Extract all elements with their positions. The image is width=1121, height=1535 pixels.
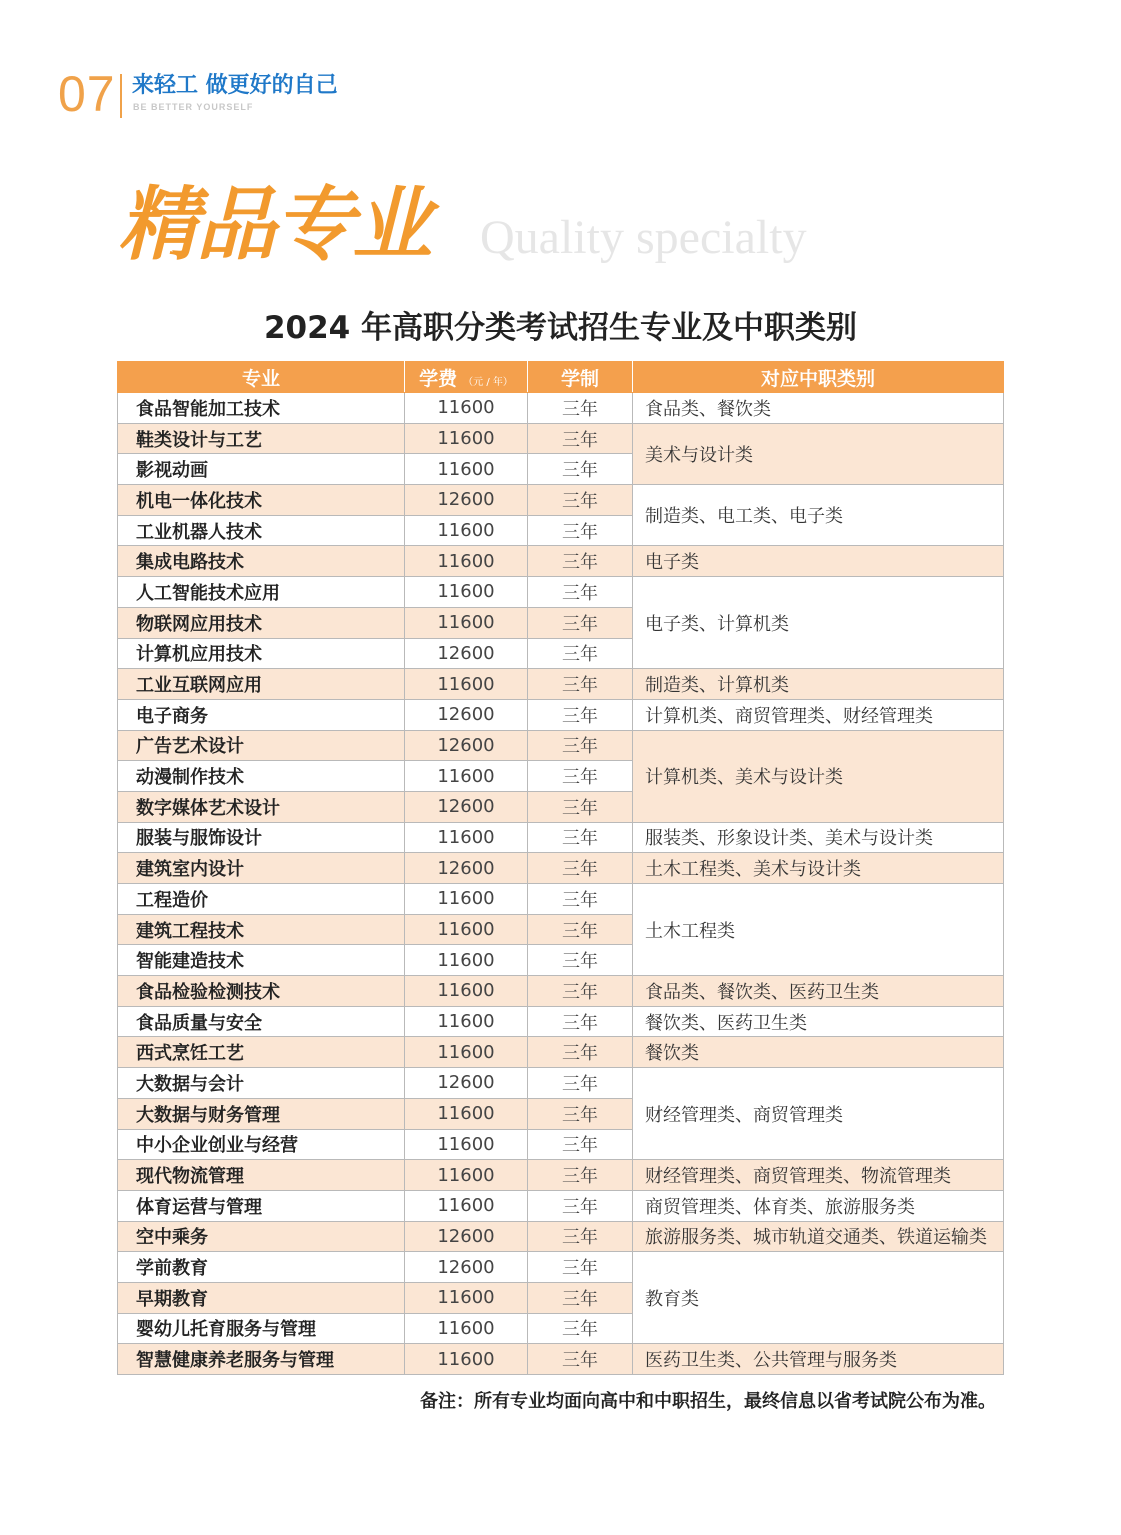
study-duration: 三年	[528, 1344, 633, 1375]
header-major: 专业	[118, 362, 405, 393]
study-duration: 三年	[528, 914, 633, 945]
major-name: 计算机应用技术	[118, 638, 405, 669]
tuition-fee: 12600	[405, 638, 528, 669]
study-duration: 三年	[528, 1006, 633, 1037]
major-name: 空中乘务	[118, 1221, 405, 1252]
tuition-fee: 12600	[405, 730, 528, 761]
major-name: 数字媒体艺术设计	[118, 791, 405, 822]
vocational-category: 服装类、形象设计类、美术与设计类	[633, 822, 1004, 853]
study-duration: 三年	[528, 515, 633, 546]
vocational-category: 电子类	[633, 546, 1004, 577]
table-row	[118, 1344, 1004, 1375]
header-duration: 学制	[528, 362, 633, 393]
table-row	[118, 976, 1004, 1007]
table-row	[118, 1068, 1004, 1099]
vocational-category: 食品类、餐饮类、医药卫生类	[633, 976, 1004, 1007]
major-name: 现代物流管理	[118, 1160, 405, 1191]
table-row	[118, 730, 1004, 761]
major-name: 食品智能加工技术	[118, 393, 405, 424]
header-category: 对应中职类别	[633, 362, 1004, 393]
tuition-fee: 12600	[405, 1252, 528, 1283]
table-row	[118, 423, 1004, 454]
major-name: 广告艺术设计	[118, 730, 405, 761]
major-name: 服装与服饰设计	[118, 822, 405, 853]
study-duration: 三年	[528, 1313, 633, 1344]
table-row	[118, 1221, 1004, 1252]
major-name: 婴幼儿托育服务与管理	[118, 1313, 405, 1344]
major-name: 智慧健康养老服务与管理	[118, 1344, 405, 1375]
vocational-category: 教育类	[633, 1252, 1004, 1344]
table-row	[118, 884, 1004, 915]
major-name: 机电一体化技术	[118, 485, 405, 516]
vocational-category: 土木工程类、美术与设计类	[633, 853, 1004, 884]
tuition-fee: 11600	[405, 393, 528, 424]
study-duration: 三年	[528, 1282, 633, 1313]
tuition-fee: 11600	[405, 1160, 528, 1191]
table-row	[118, 1037, 1004, 1068]
footnote: 备注：所有专业均面向高中和中职招生，最终信息以省考试院公布为准。	[420, 1391, 996, 1412]
major-name: 电子商务	[118, 699, 405, 730]
table-row	[118, 1006, 1004, 1037]
table-row	[118, 1190, 1004, 1221]
study-duration: 三年	[528, 454, 633, 485]
major-name: 大数据与会计	[118, 1068, 405, 1099]
header-fee-unit: （元 / 年）	[463, 376, 513, 388]
major-name: 大数据与财务管理	[118, 1098, 405, 1129]
study-duration: 三年	[528, 485, 633, 516]
study-duration: 三年	[528, 761, 633, 792]
tuition-fee: 12600	[405, 1068, 528, 1099]
tuition-fee: 11600	[405, 1282, 528, 1313]
header-divider	[120, 74, 122, 118]
tuition-fee: 11600	[405, 945, 528, 976]
study-duration: 三年	[528, 546, 633, 577]
tuition-fee: 11600	[405, 914, 528, 945]
table-title: 2024 年高职分类考试招生专业及中职类别	[263, 310, 858, 346]
table-row	[118, 1160, 1004, 1191]
tuition-fee: 11600	[405, 669, 528, 700]
study-duration: 三年	[528, 1160, 633, 1191]
table-row	[118, 822, 1004, 853]
major-name: 人工智能技术应用	[118, 577, 405, 608]
major-name: 食品检验检测技术	[118, 976, 405, 1007]
slogan-english: BE BETTER YOURSELF	[133, 102, 254, 112]
slogan: 来轻工 做更好的自己	[132, 73, 338, 98]
vocational-category: 商贸管理类、体育类、旅游服务类	[633, 1190, 1004, 1221]
table-row	[118, 1252, 1004, 1283]
study-duration: 三年	[528, 669, 633, 700]
major-name: 集成电路技术	[118, 546, 405, 577]
tuition-fee: 11600	[405, 546, 528, 577]
tuition-fee: 11600	[405, 1006, 528, 1037]
table-row	[118, 393, 1004, 424]
section-title-english: Quality specialty	[480, 211, 807, 264]
study-duration: 三年	[528, 791, 633, 822]
study-duration: 三年	[528, 1098, 633, 1129]
tuition-fee: 11600	[405, 1129, 528, 1160]
vocational-category: 制造类、计算机类	[633, 669, 1004, 700]
major-name: 中小企业创业与经营	[118, 1129, 405, 1160]
study-duration: 三年	[528, 699, 633, 730]
tuition-fee: 12600	[405, 485, 528, 516]
major-name: 工程造价	[118, 884, 405, 915]
major-name: 智能建造技术	[118, 945, 405, 976]
tuition-fee: 11600	[405, 1037, 528, 1068]
study-duration: 三年	[528, 1037, 633, 1068]
study-duration: 三年	[528, 393, 633, 424]
vocational-category: 旅游服务类、城市轨道交通类、铁道运输类	[633, 1221, 1004, 1252]
vocational-category: 土木工程类	[633, 884, 1004, 976]
section-title: 精品专业	[118, 178, 430, 271]
major-name: 建筑工程技术	[118, 914, 405, 945]
vocational-category: 计算机类、美术与设计类	[633, 730, 1004, 822]
page-number: 07	[58, 66, 116, 122]
study-duration: 三年	[528, 884, 633, 915]
tuition-fee: 11600	[405, 515, 528, 546]
tuition-fee: 11600	[405, 761, 528, 792]
major-name: 体育运营与管理	[118, 1190, 405, 1221]
study-duration: 三年	[528, 1221, 633, 1252]
table-row	[118, 669, 1004, 700]
vocational-category: 电子类、计算机类	[633, 577, 1004, 669]
tuition-fee: 12600	[405, 853, 528, 884]
major-name: 工业机器人技术	[118, 515, 405, 546]
major-name: 物联网应用技术	[118, 607, 405, 638]
table-body	[118, 393, 1004, 1375]
majors-table	[117, 361, 1004, 1375]
study-duration: 三年	[528, 822, 633, 853]
study-duration: 三年	[528, 577, 633, 608]
major-name: 早期教育	[118, 1282, 405, 1313]
study-duration: 三年	[528, 945, 633, 976]
study-duration: 三年	[528, 638, 633, 669]
study-duration: 三年	[528, 1129, 633, 1160]
study-duration: 三年	[528, 1252, 633, 1283]
table-row	[118, 485, 1004, 516]
header-fee	[405, 362, 528, 393]
major-name: 建筑室内设计	[118, 853, 405, 884]
tuition-fee: 11600	[405, 1098, 528, 1129]
tuition-fee: 12600	[405, 1221, 528, 1252]
study-duration: 三年	[528, 730, 633, 761]
vocational-category: 食品类、餐饮类	[633, 393, 1004, 424]
tuition-fee: 11600	[405, 976, 528, 1007]
vocational-category: 美术与设计类	[633, 423, 1004, 484]
table-row	[118, 853, 1004, 884]
study-duration: 三年	[528, 976, 633, 1007]
major-name: 动漫制作技术	[118, 761, 405, 792]
vocational-category: 财经管理类、商贸管理类	[633, 1068, 1004, 1160]
table-row	[118, 577, 1004, 608]
major-name: 影视动画	[118, 454, 405, 485]
major-name: 学前教育	[118, 1252, 405, 1283]
study-duration: 三年	[528, 1068, 633, 1099]
vocational-category: 医药卫生类、公共管理与服务类	[633, 1344, 1004, 1375]
study-duration: 三年	[528, 853, 633, 884]
tuition-fee: 11600	[405, 1344, 528, 1375]
study-duration: 三年	[528, 1190, 633, 1221]
table-header-row	[118, 362, 1004, 393]
tuition-fee: 11600	[405, 423, 528, 454]
major-name: 食品质量与安全	[118, 1006, 405, 1037]
major-name: 工业互联网应用	[118, 669, 405, 700]
tuition-fee: 11600	[405, 884, 528, 915]
major-name: 西式烹饪工艺	[118, 1037, 405, 1068]
tuition-fee: 12600	[405, 699, 528, 730]
major-name: 鞋类设计与工艺	[118, 423, 405, 454]
tuition-fee: 11600	[405, 454, 528, 485]
vocational-category: 餐饮类	[633, 1037, 1004, 1068]
vocational-category: 财经管理类、商贸管理类、物流管理类	[633, 1160, 1004, 1191]
tuition-fee: 11600	[405, 822, 528, 853]
tuition-fee: 12600	[405, 791, 528, 822]
tuition-fee: 11600	[405, 1190, 528, 1221]
vocational-category: 计算机类、商贸管理类、财经管理类	[633, 699, 1004, 730]
study-duration: 三年	[528, 607, 633, 638]
vocational-category: 制造类、电工类、电子类	[633, 485, 1004, 546]
vocational-category: 餐饮类、医药卫生类	[633, 1006, 1004, 1037]
table-row	[118, 546, 1004, 577]
tuition-fee: 11600	[405, 1313, 528, 1344]
tuition-fee: 11600	[405, 607, 528, 638]
tuition-fee: 11600	[405, 577, 528, 608]
study-duration: 三年	[528, 423, 633, 454]
header-fee-label: 学费	[419, 367, 458, 390]
table-row	[118, 699, 1004, 730]
